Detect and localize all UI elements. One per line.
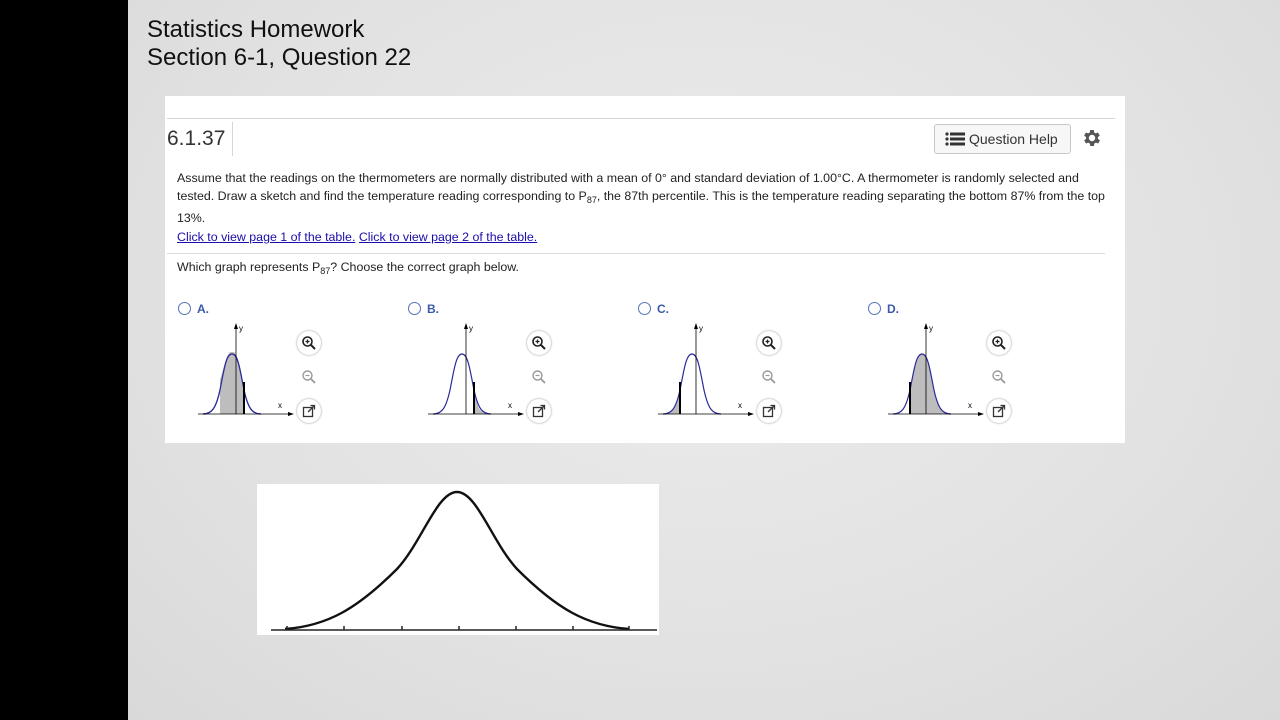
section-divider [167, 253, 1105, 254]
choice-a-zoom-in-button[interactable] [297, 331, 321, 355]
choice-d-popout-button[interactable] [987, 399, 1011, 423]
choice-c-x-label: x [738, 401, 742, 410]
choice-a-x-label: x [278, 401, 282, 410]
choice-c-y-label: y [699, 324, 703, 333]
zoom-in-icon [991, 335, 1007, 351]
zoom-in-icon [761, 335, 777, 351]
choice-b-zoom-out-button[interactable] [527, 365, 551, 389]
zoom-out-icon [761, 369, 777, 385]
choice-d-zoom-in-button[interactable] [987, 331, 1011, 355]
table-page2-link[interactable]: Click to view page 2 of the table. [358, 230, 538, 244]
choice-d-zoom-out-button[interactable] [987, 365, 1011, 389]
choice-a [178, 302, 338, 422]
prompt-part2: ? Choose the correct graph below. [330, 260, 519, 274]
choice-d-y-label: y [929, 324, 933, 333]
header-top-rule [167, 118, 1115, 119]
choice-b-popout-button[interactable] [527, 399, 551, 423]
choice-a-label[interactable]: A. [197, 302, 209, 316]
choice-b-y-label: y [469, 324, 473, 333]
slide-title [147, 16, 411, 72]
zoom-in-icon [531, 335, 547, 351]
choice-d-x-label: x [968, 401, 972, 410]
choice-d [868, 302, 1028, 422]
zoom-out-icon [531, 369, 547, 385]
zoom-in-icon [301, 335, 317, 351]
question-prompt [177, 260, 519, 276]
table-page1-link[interactable]: Click to view page 1 of the table. [177, 230, 356, 244]
external-link-icon [992, 404, 1006, 418]
choice-b-zoom-in-button[interactable] [527, 331, 551, 355]
choice-a-y-label: y [239, 324, 243, 333]
zoom-out-icon [991, 369, 1007, 385]
choice-d-radio[interactable] [868, 302, 881, 315]
zoom-out-icon [301, 369, 317, 385]
choice-c-popout-button[interactable] [757, 399, 781, 423]
choice-c-label[interactable]: C. [657, 302, 669, 316]
choice-b [408, 302, 568, 422]
question-text-subscript: 87 [586, 195, 597, 205]
choice-c [638, 302, 798, 422]
slide-title-line2: Section 6-1, Question 22 [147, 44, 412, 71]
choice-c-zoom-in-button[interactable] [757, 331, 781, 355]
prompt-part1: Which graph represents P [177, 260, 321, 274]
list-icon [945, 132, 965, 146]
question-text [177, 169, 1107, 227]
slide-title-line1: Statistics Homework [147, 16, 365, 43]
question-help-button[interactable] [934, 124, 1071, 154]
choice-a-radio[interactable] [178, 302, 191, 315]
choice-c-graph [658, 320, 758, 420]
choice-b-x-label: x [508, 401, 512, 410]
gear-icon[interactable] [1081, 127, 1103, 149]
external-link-icon [762, 404, 776, 418]
external-link-icon [302, 404, 316, 418]
choice-d-label[interactable]: D. [887, 302, 899, 316]
choice-b-label[interactable]: B. [427, 302, 439, 316]
question-text-part1: Assume that the readings on the thermometers are normally distributed with a mean of 0° and standard deviation of 1.00°C. A thermometer is randomly selected and tested. Draw a sketch and find the temperature reading corresponding to P [177, 171, 1079, 203]
choice-b-radio[interactable] [408, 302, 421, 315]
sketch-normal-curve [257, 484, 659, 635]
question-number: 6.1.37 [167, 127, 226, 150]
choice-d-graph [888, 320, 988, 420]
question-panel [165, 96, 1125, 443]
prompt-subscript: 87 [320, 266, 331, 276]
table-links [177, 230, 537, 244]
external-link-icon [532, 404, 546, 418]
choice-a-zoom-out-button[interactable] [297, 365, 321, 389]
choice-a-graph [198, 320, 298, 420]
choice-b-graph [428, 320, 528, 420]
choice-a-popout-button[interactable] [297, 399, 321, 423]
question-number-separator [232, 122, 233, 156]
sketch-normal-curve-panel [257, 484, 659, 635]
choice-c-radio[interactable] [638, 302, 651, 315]
choice-c-zoom-out-button[interactable] [757, 365, 781, 389]
question-help-label: Question Help [969, 131, 1058, 147]
left-black-bar [0, 0, 128, 720]
question-text-part2: , the 87th percentile. This is the temperature reading separating the bottom 87% from the top 13%. [177, 189, 1105, 225]
